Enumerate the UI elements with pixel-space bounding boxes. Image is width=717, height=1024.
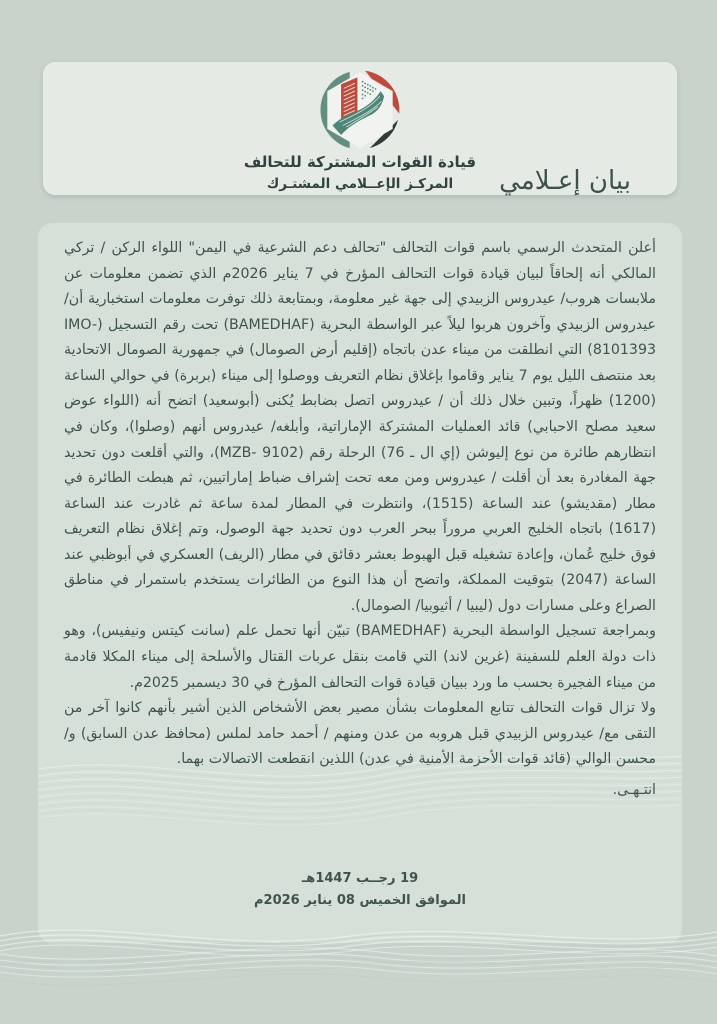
wave-decoration-page — [0, 926, 717, 996]
statement-paragraph-1: أعلن المتحدث الرسمي باسم قوات التحالف "تحالف دعم الشرعية في اليمن" اللواء الركن / تركي المالكي أنه إلحاقاً لبيان قيادة قوات التحالف المؤرخ في 7 يناير 2026م الذي تضمن معلومات عن ملابسات هروب/ عيدروس الزبيدي إلى جهة غير معلومة، وبمتابعة ذلك توفرت معلومات استخبارية أن/ عيدروس الزبيدي وآخرون هربوا ليلاً عبر الواسطة البحرية (BAMEDHAF) تحت رقم التسجيل (IMO- 8101393) التي انطلقت من ميناء عدن باتجاه (إقليم أرض الصومال) في جمهورية الصومال الاتحادية بعد منتصف الليل يوم 7 يناير وقاموا بإغلاق نظام التعريف ووصلوا إلى ميناء (بربرة) في حوالي الساعة (1200) ظهراً، وتبين خلال ذلك أن / عيدروس اتصل بضابط يُكنى (أبوسعيد) اتضح أنه (اللواء عوض سعيد مصلح الاحبابي) قائد العمليات المشتركة الإماراتية، وأبلغه/ عيدروس أنهم (وصلوا)، وكان في انتظارهم طائرة من نوع إليوشن (إي ال ـ 76) الرحلة رقم (MZB- 9102)، والتي أقلعت دون تحديد جهة المغادرة بعد أن أقلت / عيدروس ومن معه تحت إشراف ضباط إماراتيين، ثم هبطت الطائرة في مطار (مقديشو) عند الساعة (1515)، وانتظرت في المطار لمدة ساعة ثم غادرت عند الساعة (1617) باتجاه الخليج العربي مروراً ببحر العرب دون تحديد جهة الوصول، وتم إغلاق نظام التعريف فوق خليج عُمان، وإعادة تشغيله قبل الهبوط بعشر دقائق في مطار (الريف) العسكري في أبوظبي عند الساعة (2047) بتوقيت المملكة، واتضح أن هذا النوع من الطائرات يستخدم باستمرار في مناطق الصراع وعلى مسارات دول (ليبيا / أثيوبيا/ الصومال). — [64, 240, 657, 614]
date-block — [38, 868, 682, 914]
statement-paragraph-2: وبمراجعة تسجيل الواسطة البحرية (BAMEDHAF) تبيّن أنها تحمل علم (سانت كيتس ونيفيس)، وهو ذات دولة العلم للسفينة (غرين لاند) التي قامت بنقل عربات القتال والأسلحة إلى ميناء المكلا قادمة من ميناء الفجيرة بحسب ما ورد ببيان قيادة قوات التحالف المؤرخ في 30 ديسمبر 2025م. — [64, 623, 656, 691]
gregorian-date: الموافق الخميس 08 يناير 2026م — [254, 893, 466, 909]
coalition-emblem-icon — [317, 67, 403, 153]
org-name: قيادة القوات المشتركة للتحالف — [243, 153, 477, 171]
hijri-date: 19 رجــب 1447هـ — [301, 870, 419, 886]
statement-title: بيان إعـلامي — [499, 166, 631, 196]
statement-body-card — [38, 223, 682, 943]
media-center-name: المركـز الإعــلامي المشتـرك — [266, 176, 454, 192]
statement-paragraph-3: ولا تزال قوات التحالف تتابع المعلومات بشأن مصير بعض الأشخاص الذين أشير بأنهم كانوا آخر من التقى مع/ عيدروس الزبيدي قبل هروبه من عدن ومنهم / أحمد حامد لملس (محافظ عدن السابق) و/ محسن الوالي (قائد قوات الأحزمة الأمنية في عدن) اللذين انقطعت الاتصالات بهما. — [64, 700, 656, 768]
statement-text — [38, 223, 682, 803]
header-card — [43, 62, 677, 195]
coalition-logo — [190, 67, 530, 192]
closing-word: انتـهـى. — [612, 781, 656, 798]
